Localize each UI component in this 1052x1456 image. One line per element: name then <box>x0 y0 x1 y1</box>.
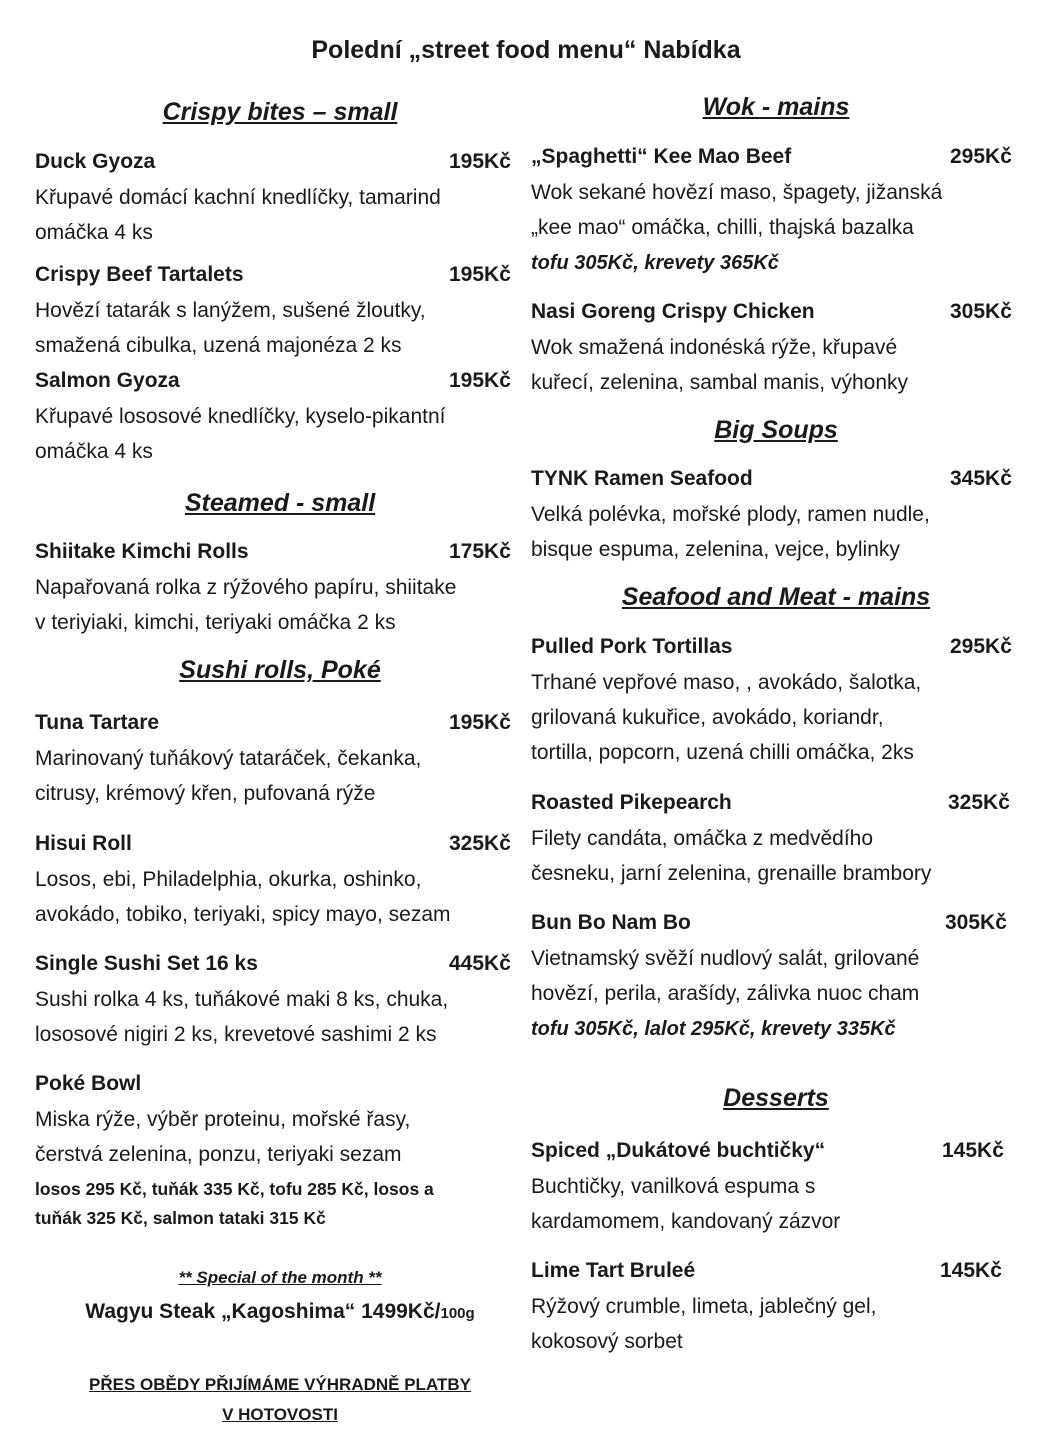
item-description: Křupavé lososové knedlíčky, kyselo-pikantní <box>35 405 446 428</box>
item-name: Duck Gyoza <box>35 150 156 173</box>
item-name: Nasi Goreng Crispy Chicken <box>531 300 815 323</box>
payment-notice <box>30 1370 530 1430</box>
item-price: 175Kč <box>449 540 511 563</box>
item-name: Roasted Pikepearch <box>531 791 732 814</box>
item-price: 195Kč <box>449 711 511 734</box>
item-name: Crispy Beef Tartalets <box>35 263 244 286</box>
item-description: Marinovaný tuňákový tataráček, čekanka, <box>35 747 422 770</box>
item-description: Vietnamský svěží nudlový salát, grilované <box>531 947 920 970</box>
item-description: „kee mao“ omáčka, chilli, thajská bazalka <box>531 216 914 239</box>
item-description: avokádo, tobiko, teriyaki, spicy mayo, sezam <box>35 903 451 926</box>
item-description: tortilla, popcorn, uzená chilli omáčka, 2ks <box>531 741 914 764</box>
item-variants: losos 295 Kč, tuňák 335 Kč, tofu 285 Kč, losos a <box>35 1179 434 1199</box>
payment-notice-line: PŘES OBĚDY PŘIJÍMÁME VÝHRADNĚ PLATBY <box>89 1375 471 1394</box>
item-description: Hovězí tatarák s lanýžem, sušené žloutky, <box>35 299 426 322</box>
item-name: Shiitake Kimchi Rolls <box>35 540 249 563</box>
item-description: Wok sekané hovězí maso, špagety, jižanská <box>531 181 943 204</box>
item-description: česneku, jarní zelenina, grenaille brambory <box>531 862 932 885</box>
item-description: Sushi rolka 4 ks, tuňákové maki 8 ks, chuka, <box>35 988 449 1011</box>
item-price: 195Kč <box>449 369 511 392</box>
section-heading-sushi: Sushi rolls, Poké <box>179 656 381 684</box>
item-description: Velká polévka, mořské plody, ramen nudle, <box>531 503 930 526</box>
section-heading-desserts: Desserts <box>723 1084 829 1112</box>
item-price: 445Kč <box>449 952 511 975</box>
item-description: smažená cibulka, uzená majonéza 2 ks <box>35 334 402 357</box>
item-name: TYNK Ramen Seafood <box>531 467 753 490</box>
item-price: 305Kč <box>945 911 1007 934</box>
item-description: citrusy, krémový křen, pufovaná rýže <box>35 782 376 805</box>
item-price: 295Kč <box>950 145 1012 168</box>
item-name: Hisui Roll <box>35 832 132 855</box>
item-description: Filety candáta, omáčka z medvědího <box>531 827 874 850</box>
item-description: hovězí, perila, arašídy, zálivka nuoc cham <box>531 982 920 1005</box>
special-text: Wagyu Steak „Kagoshima“ 1499Kč/ <box>85 1300 441 1323</box>
item-price: 195Kč <box>449 263 511 286</box>
item-description: kokosový sorbet <box>531 1330 683 1353</box>
item-description: Napařovaná rolka z rýžového papíru, shiitake <box>35 576 457 599</box>
item-price: 305Kč <box>950 300 1012 323</box>
item-name: Poké Bowl <box>35 1072 142 1095</box>
item-price: 325Kč <box>449 832 511 855</box>
section-heading-crispy: Crispy bites – small <box>162 98 398 126</box>
item-description: omáčka 4 ks <box>35 221 153 244</box>
item-variants: tofu 305Kč, lalot 295Kč, krevety 335Kč <box>531 1018 896 1040</box>
section-heading-steamed: Steamed - small <box>184 489 376 517</box>
special-unit: 100g <box>440 1305 475 1322</box>
item-name: Single Sushi Set 16 ks <box>35 952 258 975</box>
item-description: v teriyiaki, kimchi, teriyaki omáčka 2 ks <box>35 611 396 634</box>
item-description: Buchtičky, vanilková espuma s <box>531 1175 816 1198</box>
item-description: Miska rýže, výběr proteinu, mořské řasy, <box>35 1108 411 1131</box>
item-description: grilovaná kukuřice, avokádo, koriandr, <box>531 706 884 729</box>
item-price: 145Kč <box>940 1259 1002 1282</box>
item-price: 145Kč <box>942 1139 1004 1162</box>
item-description: Wok smažená indonéská rýže, křupavé <box>531 336 898 359</box>
item-name: Tuna Tartare <box>35 711 160 734</box>
item-price: 325Kč <box>948 791 1010 814</box>
item-price: 195Kč <box>449 150 511 173</box>
item-description: kardamomem, kandovaný zázvor <box>531 1210 841 1233</box>
item-name: Pulled Pork Tortillas <box>531 635 733 658</box>
item-description: lososové nigiri 2 ks, krevetové sashimi 2 ks <box>35 1023 437 1046</box>
item-description: Rýžový crumble, limeta, jablečný gel, <box>531 1295 877 1318</box>
item-variants: tuňák 325 Kč, salmon tataki 315 Kč <box>35 1208 326 1228</box>
item-name: Spiced „Dukátové buchtičky“ <box>531 1139 826 1162</box>
section-heading-wok: Wok - mains <box>702 93 850 121</box>
item-name: Salmon Gyoza <box>35 369 180 392</box>
item-description: kuřecí, zelenina, sambal manis, výhonky <box>531 371 909 394</box>
item-description: Křupavé domácí kachní knedlíčky, tamarind <box>35 186 441 209</box>
item-description: čerstvá zelenina, ponzu, teriyaki sezam <box>35 1143 402 1166</box>
item-description: bisque espuma, zelenina, vejce, bylinky <box>531 538 900 561</box>
item-price: 345Kč <box>950 467 1012 490</box>
special-item <box>30 1300 530 1324</box>
item-description: omáčka 4 ks <box>35 440 153 463</box>
special-heading: ** Special of the month ** <box>178 1268 382 1287</box>
payment-notice-line: V HOTOVOSTI <box>222 1405 338 1424</box>
item-name: „Spaghetti“ Kee Mao Beef <box>531 145 792 168</box>
section-heading-soups: Big Soups <box>714 416 838 444</box>
menu-title: Polední „street food menu“ Nabídka <box>311 36 741 64</box>
item-name: Bun Bo Nam Bo <box>531 911 691 934</box>
item-name: Lime Tart Bruleé <box>531 1259 696 1282</box>
item-variants: tofu 305Kč, krevety 365Kč <box>531 252 779 274</box>
item-price: 295Kč <box>950 635 1012 658</box>
item-description: Losos, ebi, Philadelphia, okurka, oshinko, <box>35 868 422 891</box>
item-description: Trhané vepřové maso, , avokádo, šalotka, <box>531 671 922 694</box>
section-heading-seafood: Seafood and Meat - mains <box>621 583 931 611</box>
